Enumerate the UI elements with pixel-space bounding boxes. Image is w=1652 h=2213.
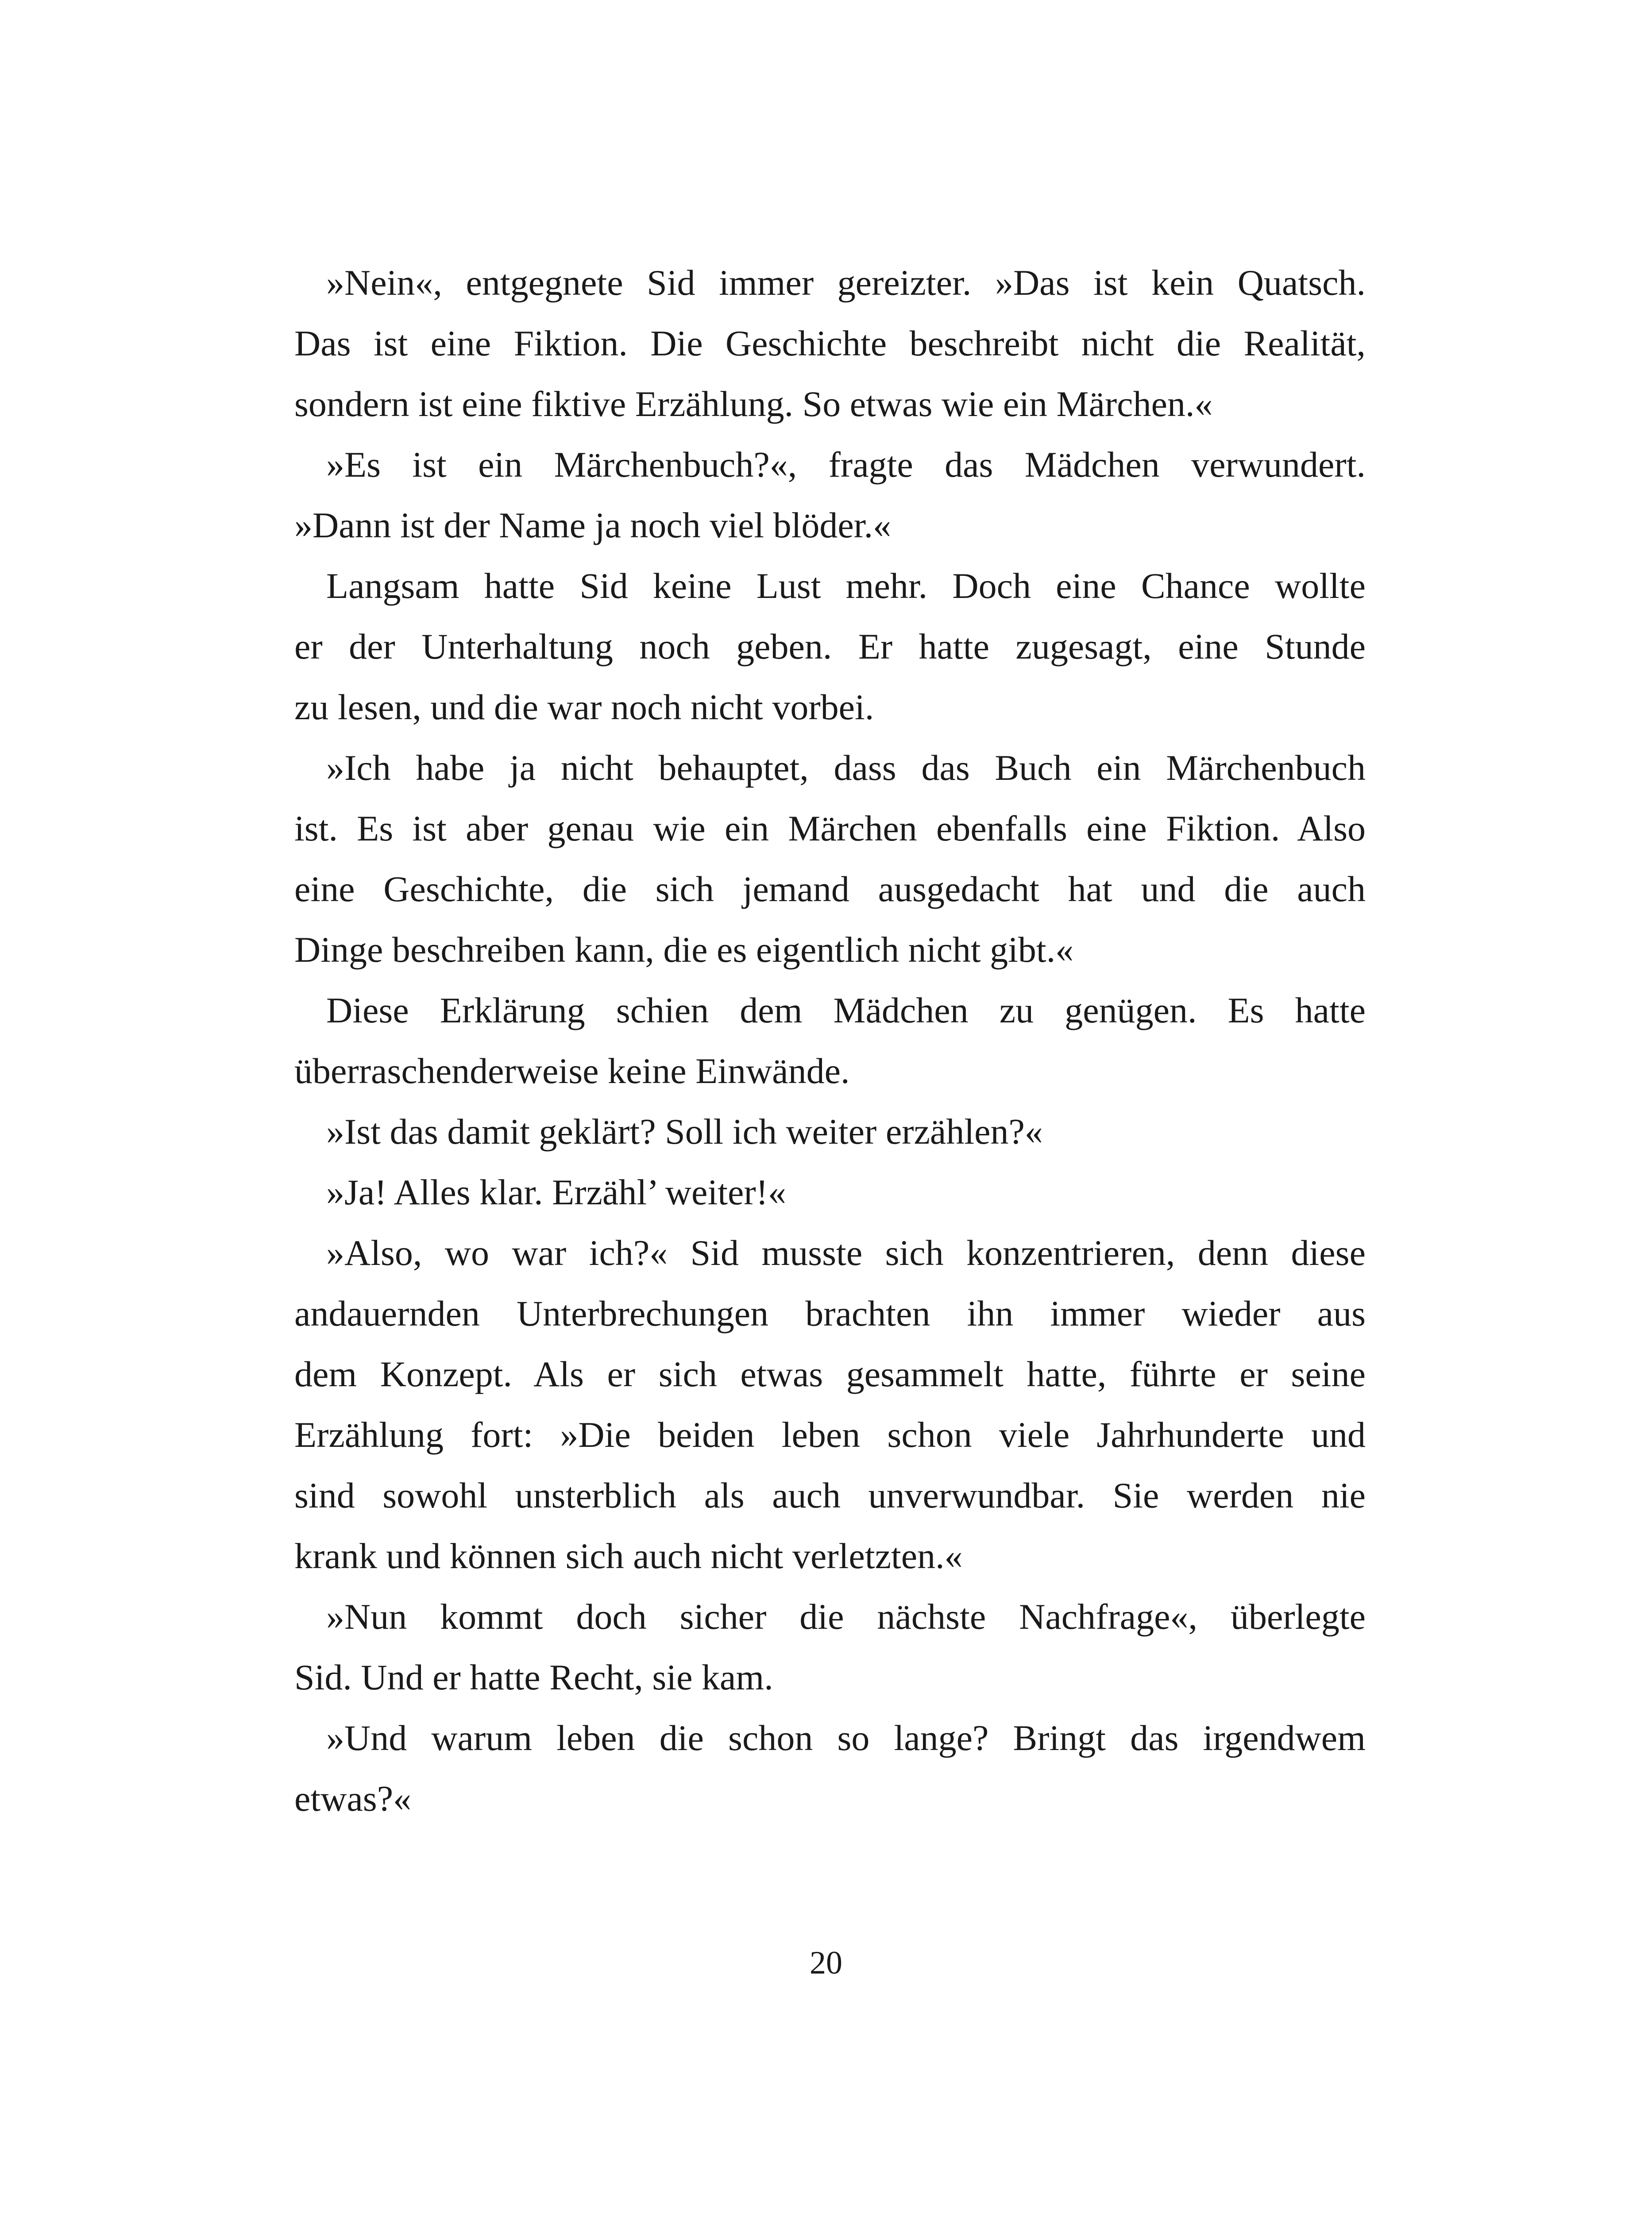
- text-line: zu lesen, und die war noch nicht vorbei.: [294, 687, 874, 727]
- text-line: »Ich habe ja nicht behauptet, dass das Buch ein Märchenbuch: [326, 748, 1366, 788]
- text-line: krank und können sich auch nicht verletzten.«: [294, 1536, 963, 1576]
- text-line: etwas?«: [294, 1778, 412, 1819]
- page-number: 20: [810, 1945, 842, 1981]
- text-line: Diese Erklärung schien dem Mädchen zu genügen. Es hatte: [326, 990, 1366, 1030]
- text-line: sondern ist eine fiktive Erzählung. So etwas wie ein Märchen.«: [294, 384, 1213, 424]
- text-line: Dinge beschreiben kann, die es eigentlich nicht gibt.«: [294, 929, 1074, 970]
- text-line: er der Unterhaltung noch geben. Er hatte zugesagt, eine Stunde: [294, 626, 1366, 667]
- text-line: dem Konzept. Als er sich etwas gesammelt hatte, führte er seine: [294, 1354, 1366, 1394]
- text-line: eine Geschichte, die sich jemand ausgedacht hat und die auch: [294, 869, 1366, 909]
- text-line: Langsam hatte Sid keine Lust mehr. Doch eine Chance wollte: [326, 566, 1366, 606]
- text-line: Sid. Und er hatte Recht, sie kam.: [294, 1657, 773, 1697]
- text-line: »Also, wo war ich?« Sid musste sich konzentrieren, denn diese: [326, 1233, 1366, 1273]
- text-line: »Dann ist der Name ja noch viel blöder.«: [294, 505, 892, 545]
- text-line: »Nein«, entgegnete Sid immer gereizter. »Das ist kein Quatsch.: [326, 262, 1366, 303]
- text-line: Erzählung fort: »Die beiden leben schon viele Jahrhunderte und: [294, 1415, 1366, 1455]
- text-line: »Ja! Alles klar. Erzähl’ weiter!«: [326, 1172, 787, 1212]
- text-line: »Und warum leben die schon so lange? Bringt das irgendwem: [326, 1718, 1366, 1758]
- text-line: »Es ist ein Märchenbuch?«, fragte das Mädchen verwundert.: [326, 444, 1366, 485]
- text-line: andauernden Unterbrechungen brachten ihn immer wieder aus: [294, 1293, 1366, 1334]
- text-line: überraschenderweise keine Einwände.: [294, 1051, 850, 1091]
- text-line: sind sowohl unsterblich als auch unverwundbar. Sie werden nie: [294, 1475, 1366, 1515]
- text-line: »Ist das damit geklärt? Soll ich weiter erzählen?«: [326, 1111, 1043, 1152]
- text-line: ist. Es ist aber genau wie ein Märchen ebenfalls eine Fiktion. Also: [294, 808, 1366, 848]
- body-text: [294, 252, 1366, 1829]
- text-line: »Nun kommt doch sicher die nächste Nachfrage«, überlegte: [326, 1596, 1366, 1637]
- text-line: Das ist eine Fiktion. Die Geschichte beschreibt nicht die Realität,: [294, 323, 1366, 363]
